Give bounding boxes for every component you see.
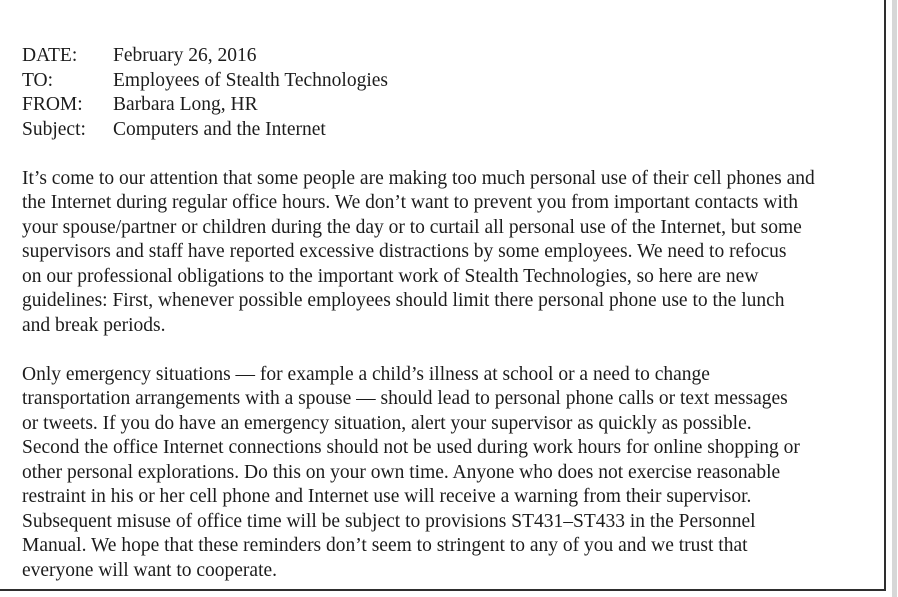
memo-text-line: supervisors and staff have reported excessive distractions by some employees. We need to refocus bbox=[22, 241, 787, 262]
document-page bbox=[22, 44, 884, 583]
memo-header-row-subject bbox=[22, 118, 884, 143]
memo-header-label: DATE: bbox=[22, 45, 78, 66]
memo-header bbox=[22, 44, 884, 142]
memo-text-line: Manual. We hope that these reminders don’t seem to stringent to any of you and we trust that bbox=[22, 535, 748, 556]
page-bottom-border bbox=[0, 589, 886, 591]
memo-text-line: restraint in his or her cell phone and Internet use will receive a warning from their supervisor. bbox=[22, 486, 752, 507]
memo-header-value: Employees of Stealth Technologies bbox=[113, 69, 389, 91]
memo-text-line: Only emergency situations — for example a child’s illness at school or a need to change bbox=[22, 363, 710, 385]
memo-header-row-from bbox=[22, 93, 884, 118]
memo-header-row-to bbox=[22, 69, 884, 94]
memo-text-line: Second the office Internet connections should not be used during work hours for online shopping or bbox=[22, 437, 800, 458]
memo-paragraph-1 bbox=[22, 167, 884, 339]
memo-text-line: other personal explorations. Do this on your own time. Anyone who does not exercise reasonable bbox=[22, 461, 781, 483]
memo-header-label: Subject: bbox=[22, 118, 86, 140]
memo-text-line: on our professional obligations to the important work of Stealth Technologies, so here are new bbox=[22, 265, 759, 287]
memo-header-label: FROM: bbox=[22, 94, 83, 115]
memo-header-label: TO: bbox=[22, 69, 54, 91]
memo-text-line: the Internet during regular office hours. We don’t want to prevent you from important contacts with bbox=[22, 192, 799, 213]
memo-text-line: transportation arrangements with a spouse — should lead to personal phone calls or text messages bbox=[22, 388, 788, 409]
memo-header-value: Barbara Long, HR bbox=[113, 94, 258, 115]
memo-text-line: everyone will want to cooperate. bbox=[22, 559, 278, 581]
memo-text-line: It’s come to our attention that some people are making too much personal use of their cell phones and bbox=[22, 167, 815, 189]
right-edge-strip bbox=[892, 0, 897, 597]
memo-paragraph-2 bbox=[22, 363, 884, 584]
memo-header-value: February 26, 2016 bbox=[113, 45, 257, 66]
memo-text-line: guidelines: First, whenever possible employees should limit there personal phone use to the lunch bbox=[22, 290, 785, 311]
memo-header-row-date bbox=[22, 44, 884, 69]
memo-text-line: your spouse/partner or children during the day or to curtail all personal use of the Internet, but some bbox=[22, 216, 802, 238]
memo-header-value: Computers and the Internet bbox=[113, 118, 326, 140]
memo-text-line: Subsequent misuse of office time will be subject to provisions ST431–ST433 in the Personnel bbox=[22, 510, 756, 532]
memo-text-line: and break periods. bbox=[22, 314, 166, 336]
page-right-border bbox=[884, 0, 886, 591]
memo-text-line: or tweets. If you do have an emergency situation, alert your supervisor as quickly as possible. bbox=[22, 412, 752, 434]
